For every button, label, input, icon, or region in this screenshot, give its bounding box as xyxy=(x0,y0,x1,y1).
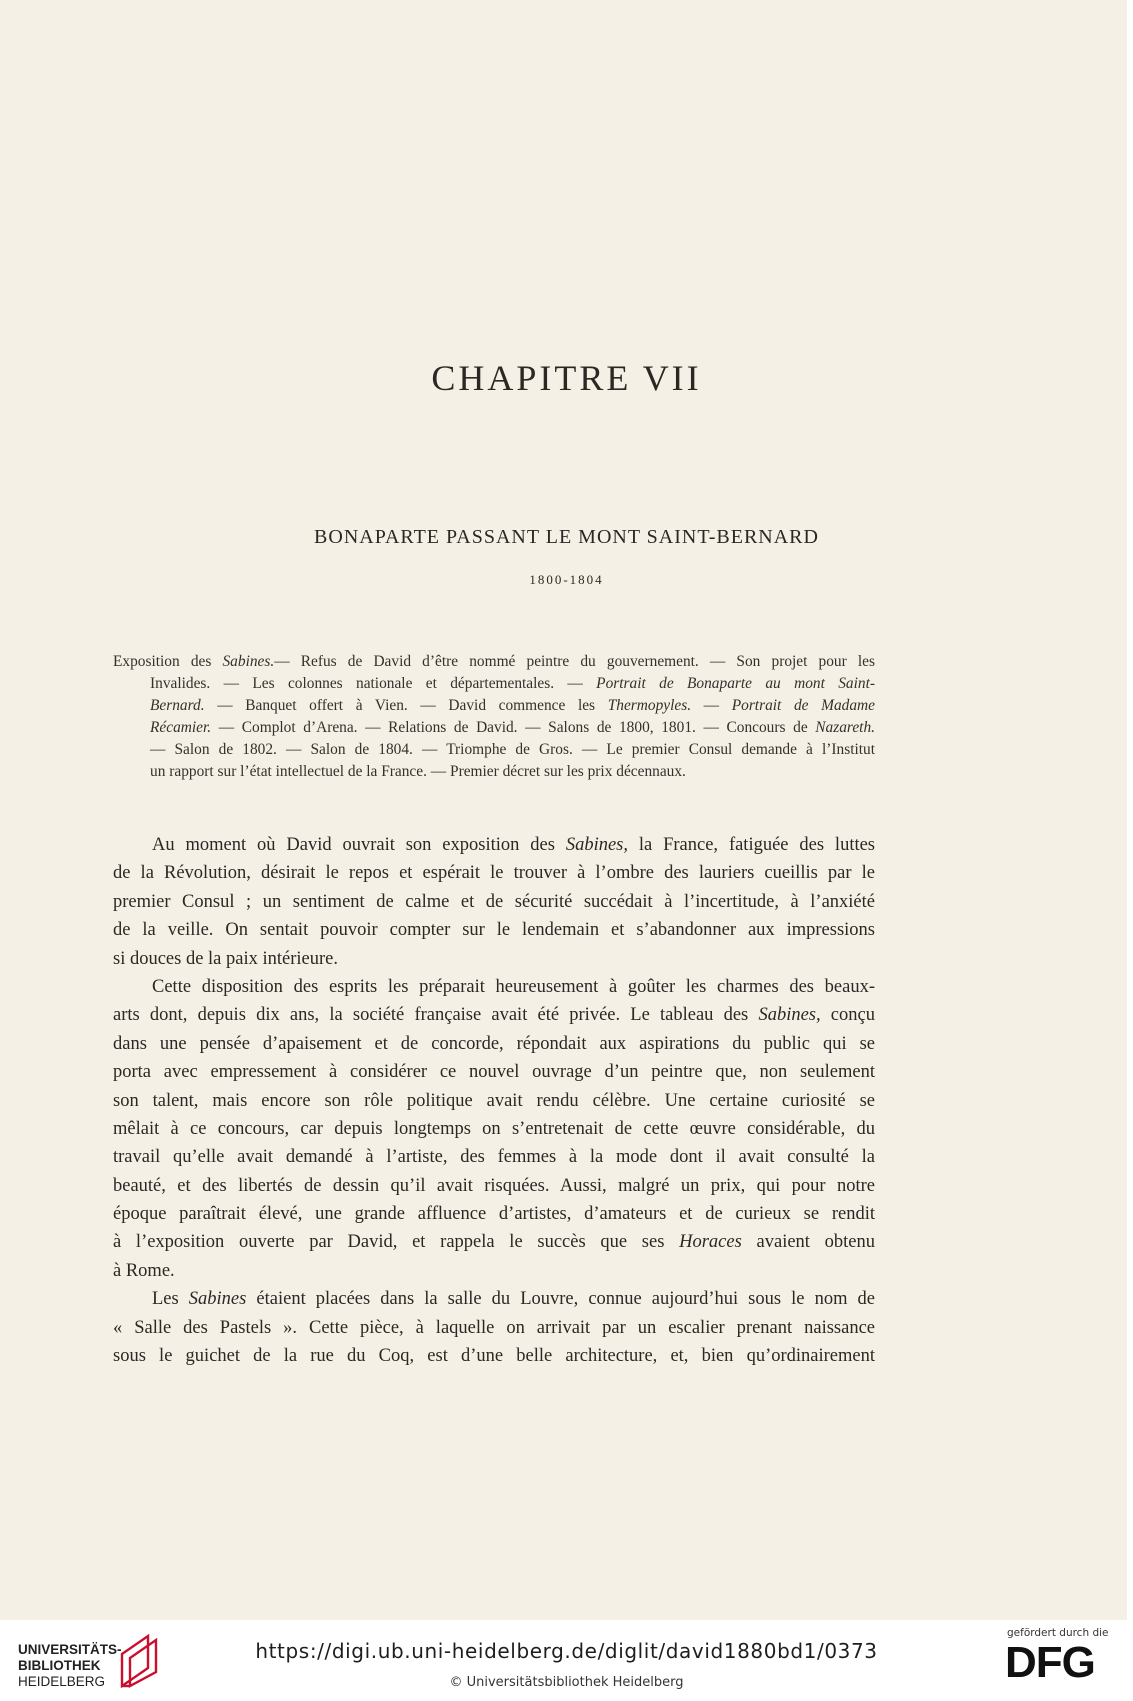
body-line xyxy=(113,1172,875,1200)
body-line xyxy=(113,1285,875,1313)
summary-line xyxy=(113,695,875,717)
summary-line xyxy=(113,717,875,739)
library-line-1: UNIVERSITÄTS- xyxy=(18,1642,122,1657)
text-run: à Rome. xyxy=(113,1260,175,1281)
summary-line xyxy=(113,739,875,761)
text-run: mêlait à ce concours, car depuis longtemps on s’entretenait de cette œuvre considérable, du xyxy=(113,1118,875,1139)
text-run: travail qu’elle avait demandé à l’artiste, des femmes à la mode dont il avait consulté la xyxy=(113,1147,875,1168)
text-run: la France, fatiguée des luttes xyxy=(628,835,876,855)
library-line-2: BIBLIOTHEK xyxy=(18,1658,101,1673)
italic-title: Bernard. xyxy=(150,697,205,714)
dfg-logo: DFG xyxy=(1005,1638,1095,1687)
summary-line xyxy=(113,651,875,673)
text-run: beauté, et des libertés de dessin qu’il avait risquées. Aussi, malgré un prix, qui pour notre xyxy=(113,1175,875,1196)
italic-title: Récamier. xyxy=(150,719,212,736)
italic-title: Sabines, xyxy=(565,835,628,855)
italic-title: Horaces xyxy=(679,1232,742,1253)
section-title: BONAPARTE PASSANT LE MONT SAINT-BERNARD xyxy=(314,526,819,548)
text-run: Les xyxy=(152,1289,189,1310)
text-run: son talent, mais encore son rôle politique avait rendu célèbre. Une certaine curiosité se xyxy=(113,1090,875,1111)
body-line xyxy=(113,973,875,1001)
text-run: premier Consul ; un sentiment de calme et de sécurité succédait à l’incertitude, à l’anxiété xyxy=(113,891,875,912)
body-line xyxy=(113,1228,875,1256)
body-line xyxy=(113,888,875,916)
chapter-dates: 1800-1804 xyxy=(529,572,604,587)
viewer-footer xyxy=(0,1620,1133,1701)
text-run: à l’exposition ouverte par David, et rappela le succès que ses xyxy=(113,1232,680,1253)
copyright-notice: © Universitätsbibliothek Heidelberg xyxy=(449,1675,684,1690)
italic-title: Sabines, xyxy=(758,1005,821,1026)
text-run: dans une pensée d’apaisement et de concorde, répondait aux aspirations du public qui se xyxy=(113,1033,875,1054)
body-line xyxy=(113,1030,875,1058)
text-run: — xyxy=(691,697,732,714)
text-run: — Complot d’Arena. — Relations de David. — Salons de 1800, 1801. — Concours de xyxy=(211,719,816,736)
text-run: si douces de la paix intérieure. xyxy=(113,948,338,969)
text-run: avaient obtenu xyxy=(741,1232,876,1253)
text-run: Invalides. — Les colonnes nationale et départementales. — xyxy=(150,675,597,692)
text-run: un rapport sur l’état intellectuel de la France. — Premier décret sur les prix décennaux. xyxy=(150,763,686,780)
page-edge xyxy=(1127,0,1133,1620)
text-run: — Salon de 1802. — Salon de 1804. — Triomphe de Gros. — Le premier Consul demande à l’Institut xyxy=(150,741,875,758)
text-run: Exposition des xyxy=(113,653,223,670)
chapter-summary xyxy=(113,651,875,783)
text-run: porta avec empressement à considérer ce nouvel ouvrage d’un peintre que, non seulement xyxy=(113,1062,875,1083)
text-run: conçu xyxy=(820,1005,875,1026)
italic-title: Portrait de Bonaparte au mont Saint- xyxy=(596,675,875,692)
funded-by-label: gefördert durch die xyxy=(1007,1627,1109,1639)
text-run: — Refus de David d’être nommé peintre du gouvernement. — Son projet pour les xyxy=(274,653,875,670)
body-line xyxy=(113,945,875,973)
body-line xyxy=(113,1200,875,1228)
text-run: époque paraîtrait élevé, une grande affluence d’artistes, d’amateurs et de curieux se rendit xyxy=(113,1204,875,1225)
text-run: « Salle des Pastels ». Cette pièce, à laquelle on arrivait par un escalier prenant naissance xyxy=(113,1317,875,1338)
text-run: Au moment où David ouvrait son exposition des xyxy=(152,835,566,855)
text-run: — Banquet offert à Vien. — David commence les xyxy=(204,697,608,714)
body-text xyxy=(113,831,875,1370)
body-line xyxy=(113,859,875,887)
body-line xyxy=(113,1058,875,1086)
body-line xyxy=(113,1087,875,1115)
body-line xyxy=(113,1143,875,1171)
body-line xyxy=(113,1342,875,1370)
summary-line xyxy=(113,761,875,783)
permalink-url[interactable]: https://digi.ub.uni-heidelberg.de/diglit/david1880bd1/0373 xyxy=(255,1639,878,1663)
body-line xyxy=(113,1001,875,1029)
chapter-title: CHAPITRE VII xyxy=(431,358,702,398)
summary-line xyxy=(113,673,875,695)
body-line xyxy=(113,831,875,859)
text-run: de la veille. On sentait pouvoir compter sur le lendemain et s’abandonner aux impressions xyxy=(113,920,875,941)
body-line xyxy=(113,1115,875,1143)
text-run: sous le guichet de la rue du Coq, est d’une belle architecture, et, bien qu’ordinairement xyxy=(113,1346,875,1367)
italic-title: Sabines xyxy=(188,1289,247,1310)
text-run: arts dont, depuis dix ans, la société française avait été privée. Le tableau des xyxy=(113,1005,759,1026)
italic-title: Sabines. xyxy=(222,653,275,670)
text-run: de la Révolution, désirait le repos et espérait le trouver à l’ombre des lauriers cueillis par le xyxy=(113,863,875,884)
library-line-3: HEIDELBERG xyxy=(18,1674,106,1689)
italic-title: Portrait de Madame xyxy=(731,697,875,714)
text-run: Cette disposition des esprits les préparait heureusement à goûter les charmes des beaux- xyxy=(152,976,875,997)
body-line xyxy=(113,1314,875,1342)
text-run: étaient placées dans la salle du Louvre, connue aujourd’hui sous le nom de xyxy=(246,1289,875,1310)
italic-title: Thermopyles. xyxy=(607,697,692,714)
body-line xyxy=(113,1257,875,1285)
body-line xyxy=(113,916,875,944)
italic-title: Nazareth. xyxy=(815,719,875,736)
